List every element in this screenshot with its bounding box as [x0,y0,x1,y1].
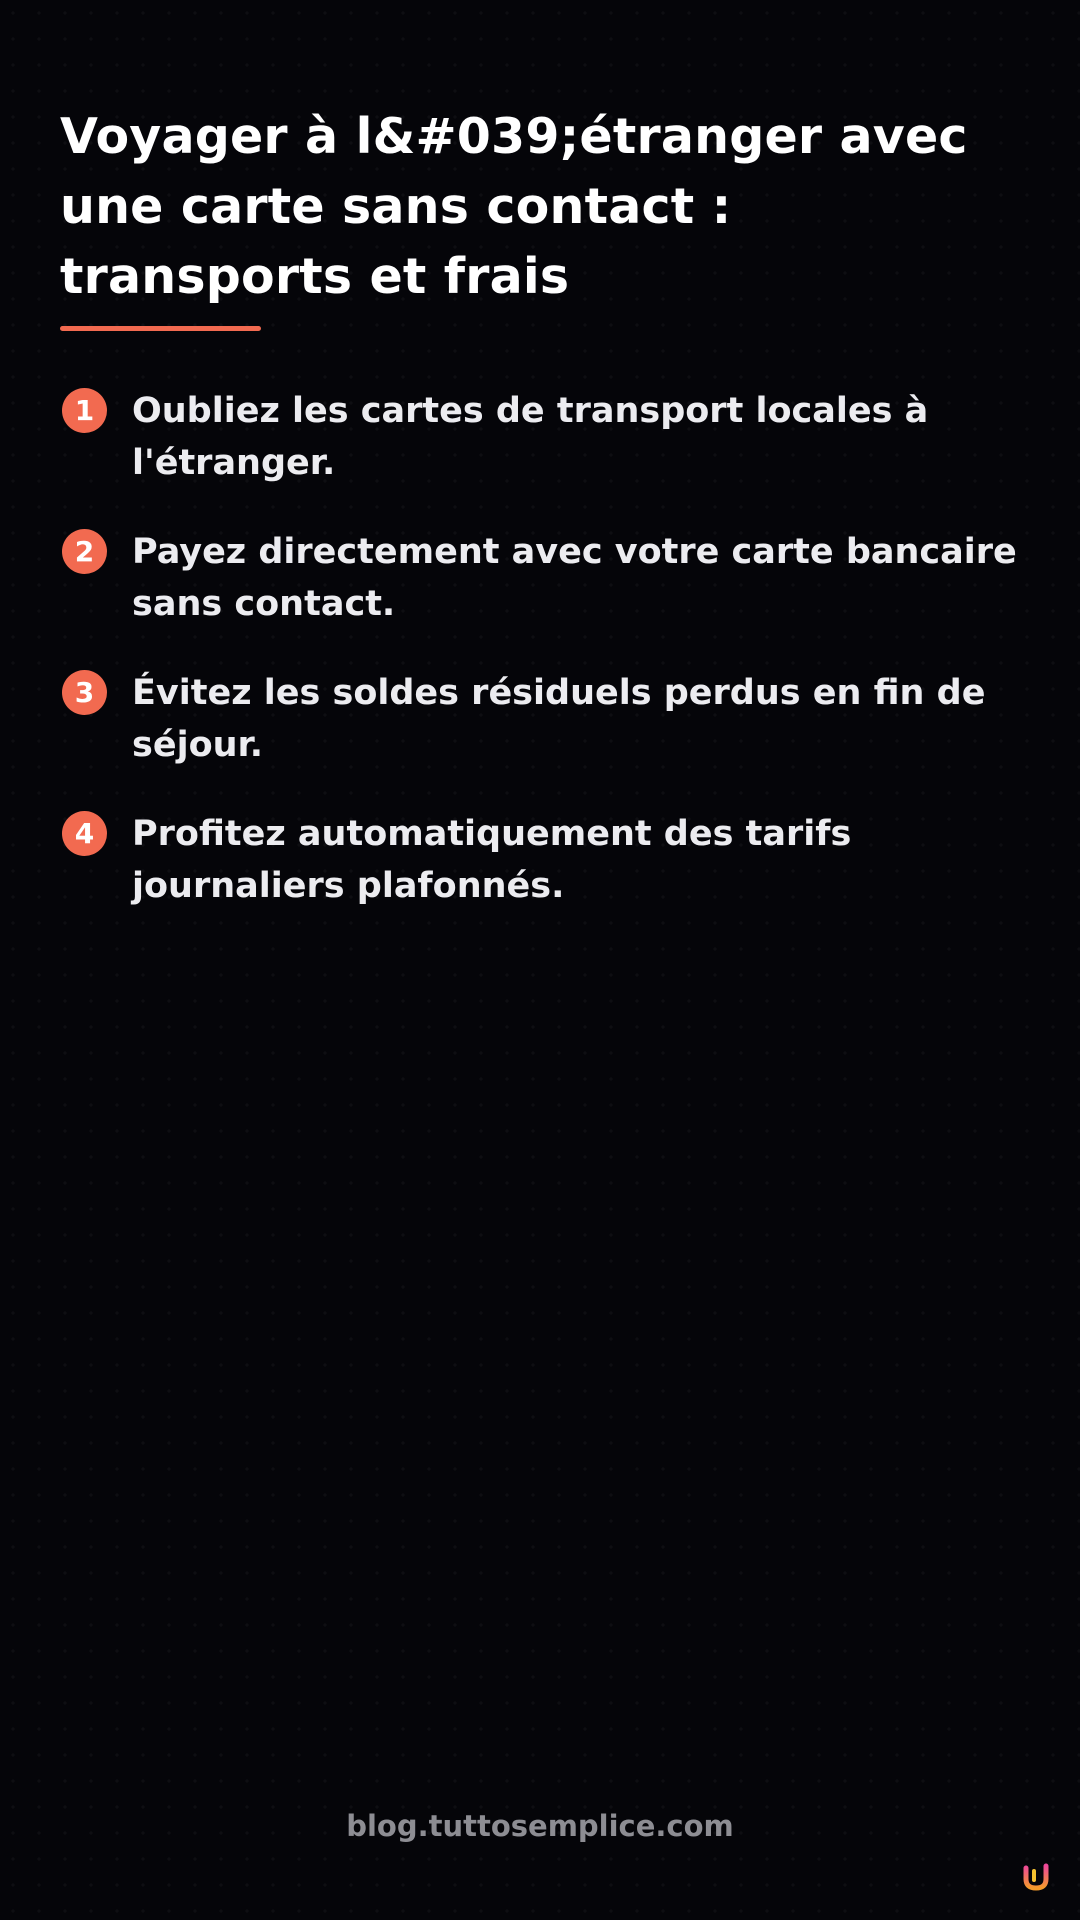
brand-logo-icon [1022,1862,1050,1892]
title-underline [60,326,261,331]
tips-list [60,385,1030,949]
number-badge: 1 [62,388,107,433]
list-item [60,526,1030,630]
number-badge: 3 [62,670,107,715]
list-item [60,808,1030,912]
list-item-text: Profitez automatiquement des tarifs journaliers plafonnés. [132,814,852,906]
footer-url: blog.tuttosemplice.com [346,1809,734,1843]
number-badge: 2 [62,529,107,574]
page-title: Voyager à l&#039;étranger avec une carte sans contact : transports et frais [60,108,968,305]
list-item [60,667,1030,771]
list-item-text: Évitez les soldes résiduels perdus en fin de séjour. [132,673,986,765]
number-badge: 4 [62,811,107,856]
list-item [60,385,1030,489]
list-item-text: Payez directement avec votre carte bancaire sans contact. [132,532,1017,624]
list-item-text: Oubliez les cartes de transport locales à l'étranger. [132,391,929,483]
